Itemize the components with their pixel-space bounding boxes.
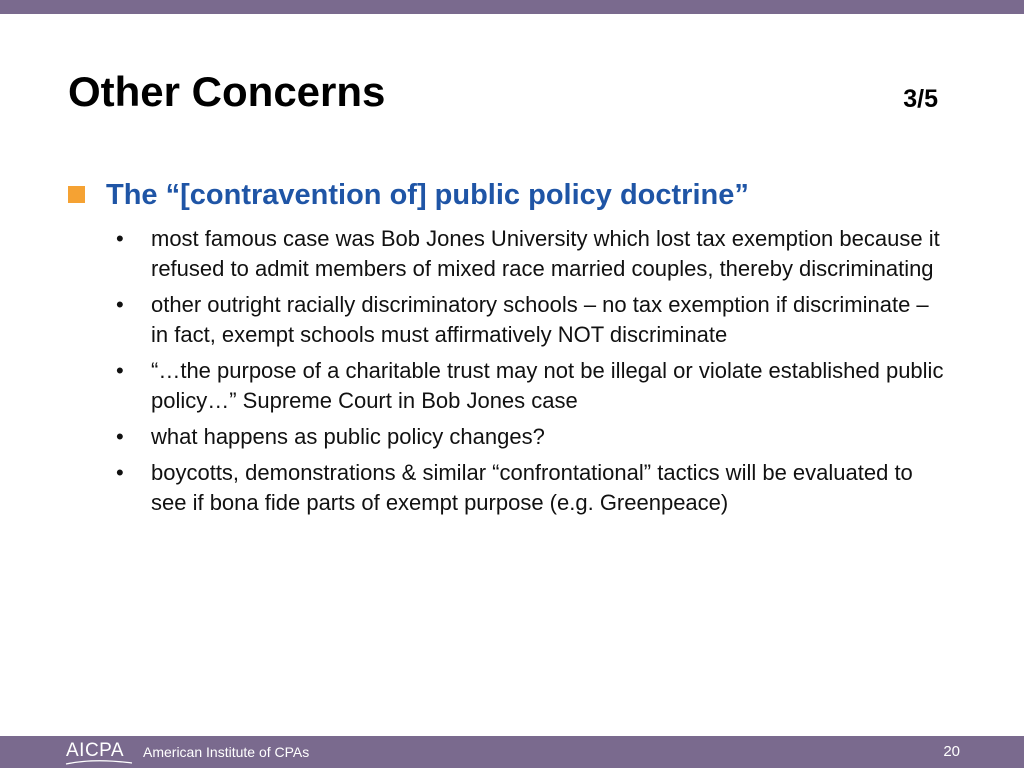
bullet-text: what happens as public policy changes?	[151, 424, 545, 449]
bullet-item	[68, 356, 951, 416]
bullet-item	[68, 458, 951, 518]
top-bar	[0, 0, 1024, 14]
bullet-item	[68, 290, 951, 350]
bullet-dot-icon: •	[116, 424, 124, 449]
logo-text: AICPA	[66, 740, 125, 761]
bullet-list	[68, 224, 968, 518]
bullet-item	[68, 224, 951, 284]
slide-title: Other Concerns	[68, 68, 386, 115]
bullet-item	[68, 422, 951, 452]
bullet-dot-icon: •	[116, 226, 124, 251]
footer-bar	[0, 736, 1024, 768]
logo-swoosh-icon	[64, 756, 134, 766]
section-heading: The “[contravention of] public policy doctrine”	[106, 179, 749, 211]
square-bullet-icon	[68, 186, 85, 203]
bullet-text: other outright racially discriminatory schools – no tax exemption if discriminate – in fact, exempt schools must affirmatively NOT discriminate	[151, 292, 929, 347]
slide-number: 20	[943, 743, 960, 760]
aicpa-logo	[64, 738, 134, 766]
bullet-text: boycotts, demonstrations & similar “confrontational” tactics will be evaluated to see if bona fide parts of exempt purpose (e.g. Greenpeace)	[151, 460, 913, 515]
bullet-text: “…the purpose of a charitable trust may not be illegal or violate established public policy…” Supreme Court in Bob Jones case	[151, 358, 944, 413]
bullet-text: most famous case was Bob Jones University which lost tax exemption because it refused to admit members of mixed race married couples, thereby discriminating	[151, 226, 940, 281]
footer-organization: American Institute of CPAs	[143, 744, 310, 760]
bullet-dot-icon: •	[116, 358, 124, 383]
page-indicator: 3/5	[903, 85, 938, 113]
bullet-dot-icon: •	[116, 460, 124, 485]
heading-row	[68, 176, 968, 218]
slide-content	[68, 176, 968, 524]
bullet-dot-icon: •	[116, 292, 124, 317]
